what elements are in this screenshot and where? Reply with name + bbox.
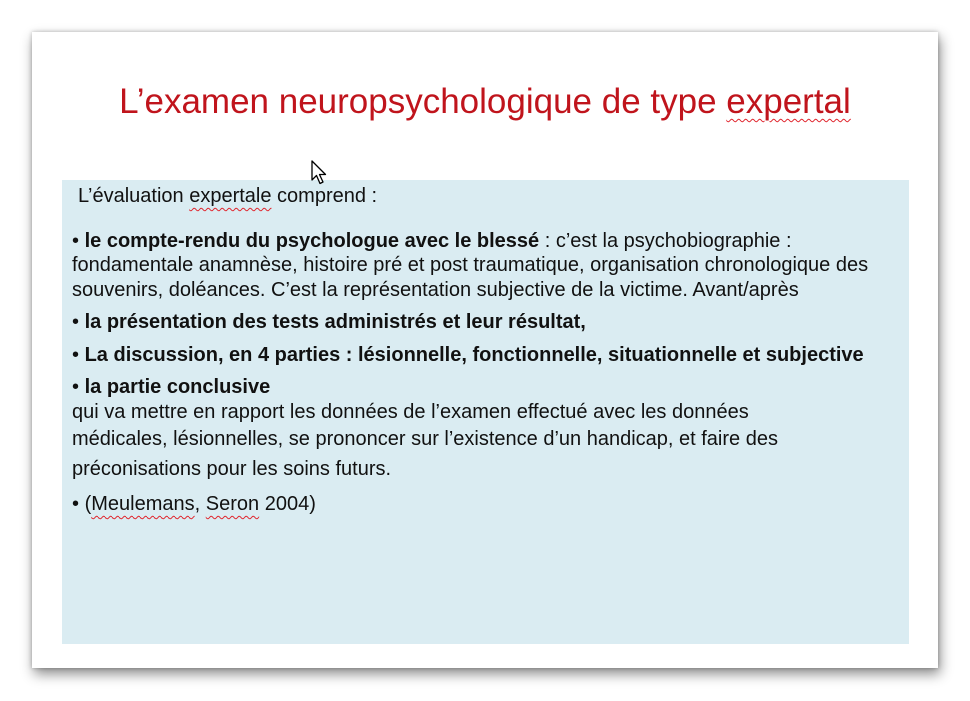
citation-year: 2004) (259, 493, 316, 515)
citation-separator: , (194, 493, 206, 515)
bullet-bold-text: la présentation des tests administrés et leur résultat, (84, 311, 586, 333)
bullet-bold-text: La discussion, en 4 parties : lésionnelle, fonctionnelle, situationnelle et subjective (84, 343, 864, 366)
bullet-item-compte-rendu (72, 229, 902, 303)
bullet-icon: • (72, 229, 80, 252)
title-text: L’examen neuropsychologique de type (119, 82, 727, 121)
intro-flagged-word: expertale (189, 185, 272, 207)
citation-author-seron: Seron (205, 493, 260, 515)
bullet-item-discussion (72, 343, 902, 368)
mouse-pointer-icon (311, 160, 327, 186)
conclusive-line: qui va mettre en rapport les données de l’examen effectué avec les données (72, 400, 749, 423)
bullet-text: : c’est la psychobiographie : fondamentale anamnèse, histoire pré et post traumatique, organisation chronologique des souvenirs, doléances. C’est la représentation subjective de la victime. Avant/après (72, 229, 869, 301)
conclusive-heading (72, 375, 902, 400)
bullet-icon: • (72, 376, 80, 398)
bullet-item-tests (72, 310, 902, 335)
slide-title (32, 82, 938, 122)
intro-text-end: comprend : (271, 185, 378, 207)
bullet-item-citation (72, 492, 902, 517)
bullet-bold-text: la partie conclusive (84, 376, 271, 398)
bullet-icon: • (72, 493, 80, 515)
slide[interactable] (32, 32, 938, 668)
content-text (72, 184, 902, 525)
bullet-icon: • (72, 343, 80, 366)
bullet-icon: • (72, 311, 80, 333)
citation-open: ( (84, 493, 92, 515)
intro-text: L’évaluation (78, 185, 190, 207)
bullet-item-conclusive (72, 375, 902, 484)
title-flagged-word: expertal (726, 82, 851, 121)
intro-line (72, 184, 902, 209)
citation-author-meulemans: Meulemans (91, 493, 195, 515)
conclusive-paragraph: médicales, lésionnelles, se prononcer sur l’existence d’un handicap, et faire des préconisations pour les soins futurs. (72, 428, 778, 480)
bullet-bold-text: le compte-rendu du psychologue avec le blessé (84, 229, 540, 252)
content-textbox[interactable] (62, 180, 909, 644)
